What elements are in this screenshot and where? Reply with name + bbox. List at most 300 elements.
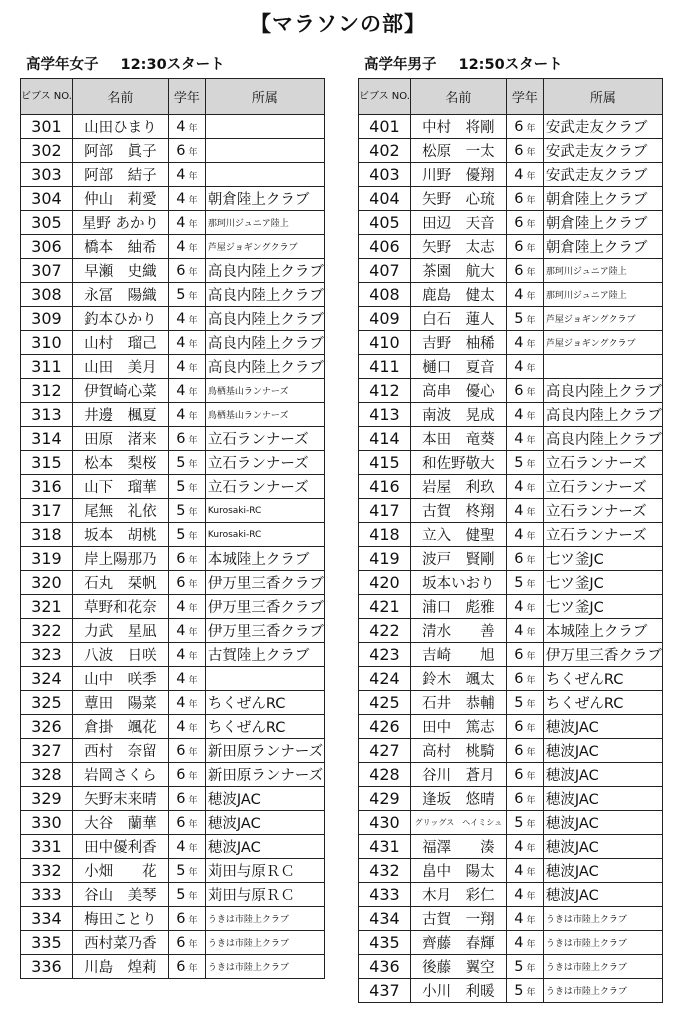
bib-number: 305 [21,211,73,235]
grade-suffix: 年 [188,147,198,158]
table-row [359,187,663,211]
runner-name: 古賀 柊翔 [410,499,506,523]
runner-name: 白石 蓮人 [410,307,506,331]
grade-value: 5 [176,886,186,903]
bib-number: 428 [359,763,411,787]
grade-cell [506,811,543,835]
bib-number: 310 [21,331,73,355]
runner-name: 阿部 眞子 [72,139,168,163]
table-row [359,115,663,139]
club-name: 安武走友クラブ [543,139,662,163]
table-row [359,811,663,835]
bib-number: 426 [359,715,411,739]
grade-suffix: 年 [526,627,536,638]
grade-suffix: 年 [526,651,536,662]
table-row [21,331,325,355]
grade-value: 4 [514,862,524,879]
club-name: 高良内陸上クラブ [543,379,662,403]
grade-cell [168,691,205,715]
runner-name: 高串 優心 [410,379,506,403]
grade-suffix: 年 [526,171,536,182]
runner-name: 波戸 賢剛 [410,547,506,571]
bib-number: 313 [21,403,73,427]
grade-cell [506,979,543,1003]
grade-value: 6 [176,550,186,567]
grade-suffix: 年 [188,771,198,782]
bib-number: 328 [21,763,73,787]
runner-name: 早瀬 史織 [72,259,168,283]
bib-number: 335 [21,931,73,955]
grade-suffix: 年 [188,867,198,878]
club-name: 安武走友クラブ [543,163,662,187]
grade-suffix: 年 [526,915,536,926]
grade-value: 4 [514,502,524,519]
grade-suffix: 年 [526,411,536,422]
bib-number: 332 [21,859,73,883]
club-name: Kurosaki-RC [205,523,324,547]
grade-suffix: 年 [526,795,536,806]
bib-number: 430 [359,811,411,835]
bib-number: 411 [359,355,411,379]
grade-value: 5 [176,478,186,495]
grade-value: 4 [514,598,524,615]
grade-value: 4 [514,622,524,639]
club-name: 立石ランナーズ [543,451,662,475]
grade-cell [168,499,205,523]
club-name: 朝倉陸上クラブ [205,187,324,211]
club-name: 高良内陸上クラブ [205,331,324,355]
table-row [21,811,325,835]
grade-value: 5 [176,526,186,543]
club-header: 所属 [205,79,324,115]
grade-cell [506,715,543,739]
bib-number: 401 [359,115,411,139]
runner-name: 川野 優翔 [410,163,506,187]
table-row [21,499,325,523]
club-name: 芦屋ジョギングクラブ [205,235,324,259]
grade-suffix: 年 [526,459,536,470]
grade-suffix: 年 [526,195,536,206]
table-row [21,859,325,883]
grade-value: 4 [514,406,524,423]
girls-heading [26,56,325,78]
table-row [359,835,663,859]
runner-name: 石丸 栞帆 [72,571,168,595]
club-name: 穂波JAC [205,835,324,859]
grade-cell [506,451,543,475]
grade-suffix: 年 [526,603,536,614]
grade-value: 4 [176,646,186,663]
grade-cell [506,211,543,235]
grade-suffix: 年 [526,747,536,758]
runner-name: 仲山 莉愛 [72,187,168,211]
grade-value: 6 [176,262,186,279]
grade-suffix: 年 [526,699,536,710]
bib-number: 321 [21,595,73,619]
runner-name: 岩屋 利玖 [410,475,506,499]
bib-number: 404 [359,187,411,211]
club-name [205,139,324,163]
grade-value: 4 [176,598,186,615]
table-row [21,283,325,307]
bib-number: 436 [359,955,411,979]
grade-value: 4 [176,238,186,255]
club-name [543,355,662,379]
runner-name: 鈴木 颯太 [410,667,506,691]
runner-name: 本田 竜葵 [410,427,506,451]
club-name: 鳥栖基山ランナーズ [205,379,324,403]
table-row [359,379,663,403]
grade-suffix: 年 [526,723,536,734]
bib-number: 325 [21,691,73,715]
grade-cell [506,835,543,859]
club-name: 芦屋ジョギングクラブ [543,331,662,355]
bib-number: 422 [359,619,411,643]
table-row [359,619,663,643]
boys-table-header [359,79,663,115]
grade-value: 6 [176,958,186,975]
table-row [21,403,325,427]
bib-number: 308 [21,283,73,307]
grade-cell [506,763,543,787]
table-row [21,595,325,619]
runner-name: 川島 煌莉 [72,955,168,979]
runner-name: 井邊 楓夏 [72,403,168,427]
grade-value: 4 [514,886,524,903]
runner-name: 田中優利香 [72,835,168,859]
club-name: 立石ランナーズ [543,475,662,499]
club-name [205,667,324,691]
runner-name: 小川 利暖 [410,979,506,1003]
table-row [359,475,663,499]
grade-cell [168,787,205,811]
club-name: うきは市陸上クラブ [205,955,324,979]
bib-number: 317 [21,499,73,523]
bib-number: 331 [21,835,73,859]
runner-name: 清水 善 [410,619,506,643]
club-name: 穂波JAC [543,739,662,763]
grade-cell [168,235,205,259]
grade-suffix: 年 [526,555,536,566]
grade-suffix: 年 [188,483,198,494]
grade-suffix: 年 [526,267,536,278]
grade-cell [506,547,543,571]
boys-table [358,78,663,1003]
grade-cell [168,331,205,355]
grade-cell [168,571,205,595]
grade-suffix: 年 [526,243,536,254]
club-name: 立石ランナーズ [205,427,324,451]
grade-value: 4 [176,310,186,327]
grade-cell [168,259,205,283]
bib-number: 405 [359,211,411,235]
grade-value: 6 [514,790,524,807]
grade-value: 6 [176,766,186,783]
girls-table-header [21,79,325,115]
grade-cell [506,667,543,691]
table-row [21,907,325,931]
grade-cell [506,259,543,283]
bib-number: 306 [21,235,73,259]
club-name: 伊万里三香クラブ [543,643,662,667]
runner-name: 福澤 湊 [410,835,506,859]
club-name: 高良内陸上クラブ [205,355,324,379]
grade-cell [506,331,543,355]
grade-cell [168,187,205,211]
grade-value: 6 [514,718,524,735]
bib-number: 407 [359,259,411,283]
bib-number: 421 [359,595,411,619]
grade-value: 5 [514,982,524,999]
name-header: 名前 [72,79,168,115]
runner-name: 坂本いおり [410,571,506,595]
grade-suffix: 年 [526,963,536,974]
runner-name: 小畑 花 [72,859,168,883]
table-row [21,643,325,667]
runner-name: 田原 渚来 [72,427,168,451]
club-name: うきは市陸上クラブ [205,907,324,931]
club-name: 苅田与原ＲＣ [205,883,324,907]
table-row [359,307,663,331]
runner-name: 西村 奈留 [72,739,168,763]
bib-number: 301 [21,115,73,139]
grade-cell [168,451,205,475]
table-row [359,235,663,259]
grade-suffix: 年 [188,267,198,278]
table-row [359,547,663,571]
page-title: 【マラソンの部】 [250,12,426,36]
bib-number: 314 [21,427,73,451]
runner-name: 畠中 陽太 [410,859,506,883]
bib-number: 320 [21,571,73,595]
grade-suffix: 年 [526,339,536,350]
grade-cell [506,931,543,955]
grade-cell [506,355,543,379]
grade-cell [506,595,543,619]
club-name: うきは市陸上クラブ [543,931,662,955]
grade-cell [168,523,205,547]
grade-value: 5 [176,454,186,471]
table-row [21,187,325,211]
girls-section [20,56,325,979]
club-name: 高良内陸上クラブ [205,283,324,307]
grade-value: 4 [176,406,186,423]
grade-suffix: 年 [188,579,198,590]
bib-number: 424 [359,667,411,691]
club-name: 高良内陸上クラブ [205,307,324,331]
grade-value: 4 [176,118,186,135]
table-row [359,355,663,379]
grade-value: 4 [176,622,186,639]
grade-cell [168,595,205,619]
runner-name: 吉崎 旭 [410,643,506,667]
grade-cell [506,163,543,187]
table-row [21,115,325,139]
runner-name: 山下 瑠華 [72,475,168,499]
grade-cell [506,235,543,259]
runner-name: 岸上陽那乃 [72,547,168,571]
grade-cell [168,859,205,883]
bib-number: 311 [21,355,73,379]
club-name: ちくぜんRC [205,691,324,715]
club-name [205,163,324,187]
table-row [359,883,663,907]
grade-suffix: 年 [188,675,198,686]
grade-suffix: 年 [526,291,536,302]
runner-name: 山田 美月 [72,355,168,379]
runner-name: 坂本 胡桃 [72,523,168,547]
grade-suffix: 年 [188,963,198,974]
table-row [359,907,663,931]
club-name: 安武走友クラブ [543,115,662,139]
grade-value: 6 [176,142,186,159]
grade-value: 6 [176,574,186,591]
table-row [21,139,325,163]
table-row [359,427,663,451]
club-name: 穂波JAC [543,715,662,739]
club-name: 七ツ釜JC [543,595,662,619]
table-row [21,619,325,643]
grade-cell [168,139,205,163]
grade-cell [506,691,543,715]
grade-cell [168,403,205,427]
bib-number: 418 [359,523,411,547]
runner-name: 南波 晃成 [410,403,506,427]
table-row [359,523,663,547]
grade-suffix: 年 [188,555,198,566]
bib-number: 309 [21,307,73,331]
grade-cell [168,907,205,931]
grade-value: 5 [514,310,524,327]
runner-name: 吉野 柚稀 [410,331,506,355]
grade-suffix: 年 [526,123,536,134]
grade-cell [168,211,205,235]
grade-suffix: 年 [188,915,198,926]
grade-header: 学年 [506,79,543,115]
grade-suffix: 年 [188,363,198,374]
table-row [21,427,325,451]
bib-number: 316 [21,475,73,499]
runner-name: 茶園 航大 [410,259,506,283]
bib-number: 402 [359,139,411,163]
grade-value: 5 [514,958,524,975]
table-row [21,355,325,379]
grade-value: 4 [514,334,524,351]
grade-cell [168,547,205,571]
table-row [359,691,663,715]
grade-suffix: 年 [188,531,198,542]
grade-value: 4 [514,430,524,447]
table-row [21,307,325,331]
bib-header: ビブス NO. [21,79,73,115]
bib-number: 315 [21,451,73,475]
grade-suffix: 年 [188,291,198,302]
runner-name: 倉掛 颯花 [72,715,168,739]
grade-value: 5 [514,454,524,471]
runner-name: 石井 恭輔 [410,691,506,715]
girls-heading-label: 高学年女子 [26,57,99,73]
runner-name: 古賀 一翔 [410,907,506,931]
grade-cell [168,931,205,955]
runner-name: 後藤 翼空 [410,955,506,979]
grade-value: 6 [514,118,524,135]
grade-value: 4 [176,838,186,855]
table-row [359,163,663,187]
grade-suffix: 年 [526,435,536,446]
grade-cell [168,811,205,835]
runner-name: 西村菜乃香 [72,931,168,955]
grade-suffix: 年 [188,507,198,518]
runner-name: 岩岡さくら [72,763,168,787]
club-name: うきは市陸上クラブ [543,955,662,979]
grade-suffix: 年 [526,867,536,878]
grade-suffix: 年 [526,219,536,230]
runner-name: 谷川 蒼月 [410,763,506,787]
grade-suffix: 年 [526,483,536,494]
grade-suffix: 年 [526,939,536,950]
grade-cell [506,643,543,667]
table-row [359,715,663,739]
grade-cell [168,355,205,379]
grade-suffix: 年 [188,195,198,206]
bib-number: 435 [359,931,411,955]
runner-name: 齊藤 春輝 [410,931,506,955]
runner-name: 松本 梨桜 [72,451,168,475]
club-name: 高良内陸上クラブ [543,427,662,451]
club-name: 那珂川ジュニア陸上 [543,283,662,307]
table-row [359,283,663,307]
club-name: うきは市陸上クラブ [205,931,324,955]
runner-name: 田中 篤志 [410,715,506,739]
grade-suffix: 年 [188,819,198,830]
bib-number: 303 [21,163,73,187]
table-row [21,523,325,547]
club-name: 穂波JAC [543,763,662,787]
club-name: 伊万里三香クラブ [205,619,324,643]
bib-number: 423 [359,643,411,667]
grade-value: 4 [514,910,524,927]
grade-value: 6 [514,190,524,207]
grade-suffix: 年 [188,171,198,182]
grade-cell [168,427,205,451]
runner-name: 樋口 夏音 [410,355,506,379]
table-row [21,451,325,475]
boys-heading-label: 高学年男子 [364,57,437,73]
grade-suffix: 年 [526,987,536,998]
runner-name: 草野和花奈 [72,595,168,619]
table-row [21,955,325,979]
grade-value: 6 [514,214,524,231]
grade-suffix: 年 [526,771,536,782]
runner-name: 和佐野敬大 [410,451,506,475]
table-row [21,475,325,499]
grade-suffix: 年 [188,651,198,662]
club-name: 穂波JAC [205,811,324,835]
runner-name: 尾無 礼依 [72,499,168,523]
club-name: Kurosaki-RC [205,499,324,523]
grade-value: 4 [514,286,524,303]
runner-name: 浦口 彪雅 [410,595,506,619]
table-row [359,259,663,283]
runner-name: 鹿島 健太 [410,283,506,307]
girls-table [20,78,325,979]
table-row [21,739,325,763]
bib-number: 304 [21,187,73,211]
club-name [205,115,324,139]
club-name: 穂波JAC [543,883,662,907]
bib-number: 403 [359,163,411,187]
grade-value: 4 [176,670,186,687]
